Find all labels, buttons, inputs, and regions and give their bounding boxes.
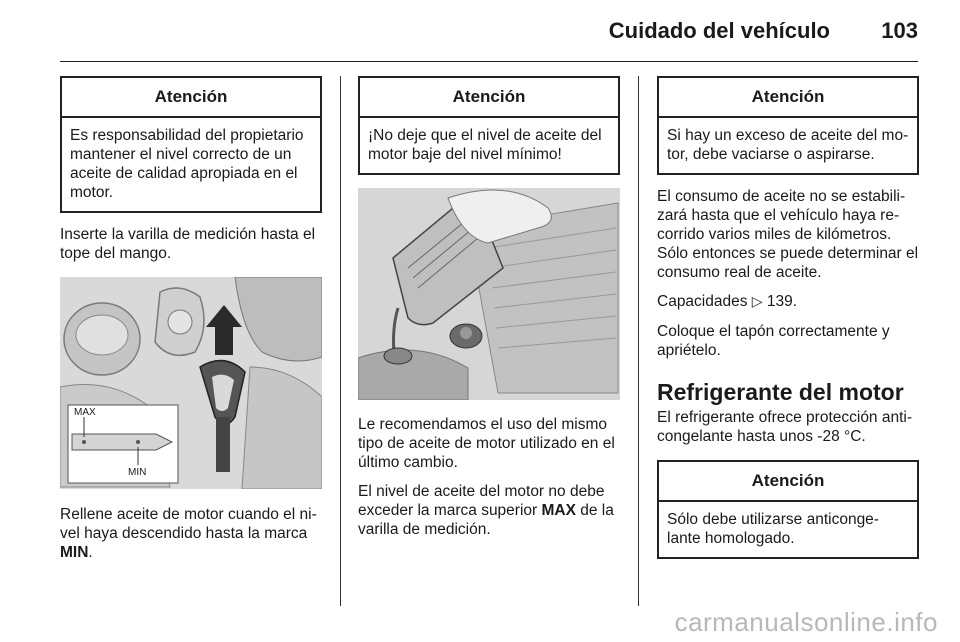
warning-body: Es responsabilidad del propietario mantener el nivel correcto de un aceite de calidad apropiada en el motor.	[70, 127, 304, 201]
warning-title: Atención	[659, 78, 917, 118]
paragraph: Coloque el tapón correctamente y apriételo.	[657, 323, 890, 359]
capacities-label: Capacidades	[657, 293, 748, 310]
paragraph: El consumo de aceite no se estabili-zará hasta que el vehículo haya re-corrido varios miles de kilómetros. Sólo entonces se puede determinar el consumo real de aceite.	[657, 188, 919, 281]
column-1	[60, 76, 322, 562]
warning-title: Atención	[360, 78, 618, 118]
page-reference[interactable]: 139.	[766, 293, 798, 310]
paragraph: Inserte la varilla de medición hasta el tope del mango.	[60, 226, 316, 262]
text: de la varilla de medición.	[358, 502, 614, 538]
paragraph: Le recomendamos el uso del mismo tipo de aceite de motor utilizado en el último cambio.	[358, 416, 615, 471]
warning-title: Atención	[659, 462, 917, 502]
page-header	[0, 0, 960, 62]
text: .	[88, 544, 93, 561]
page-title: Cuidado del vehículo	[608, 18, 830, 43]
dipstick-illustration	[60, 277, 322, 489]
oil-fill-illustration	[358, 188, 620, 400]
warning-box	[60, 76, 322, 213]
warning-box	[358, 76, 620, 175]
page-number: 103	[881, 18, 918, 43]
warning-body: ¡No deje que el nivel de aceite del motor baje del nivel mínimo!	[368, 127, 602, 163]
warning-box	[657, 460, 919, 559]
warning-box	[657, 76, 919, 175]
column-2	[358, 76, 620, 539]
paragraph	[60, 505, 322, 562]
warning-body: Sólo debe utilizarse anticonge-lante homologado.	[667, 511, 879, 547]
column-3	[657, 76, 919, 559]
paragraph	[358, 482, 620, 539]
warning-title: Atención	[62, 78, 320, 118]
column-divider	[638, 76, 639, 606]
warning-body: Si hay un exceso de aceite del mo-tor, debe vaciarse o aspirarse.	[667, 127, 909, 163]
section-heading: Refrigerante del motor	[657, 379, 904, 405]
paragraph: El refrigerante ofrece protección anti-congelante hasta unos -28 °C.	[657, 409, 913, 445]
max-mark-text: MAX	[541, 502, 576, 519]
watermark: carmanualsonline.info	[674, 607, 938, 637]
header-divider	[60, 61, 918, 62]
column-divider	[340, 76, 341, 606]
max-label: MAX	[74, 407, 96, 418]
text: Rellene aceite de motor cuando el ni-vel haya descendido hasta la marca	[60, 506, 317, 542]
paragraph	[657, 292, 919, 312]
min-mark-text: MIN	[60, 544, 89, 561]
min-label: MIN	[128, 467, 147, 478]
text: El nivel de aceite del motor no debe exceder la marca superior	[358, 483, 605, 519]
page-reference-icon: ▷	[751, 294, 763, 310]
